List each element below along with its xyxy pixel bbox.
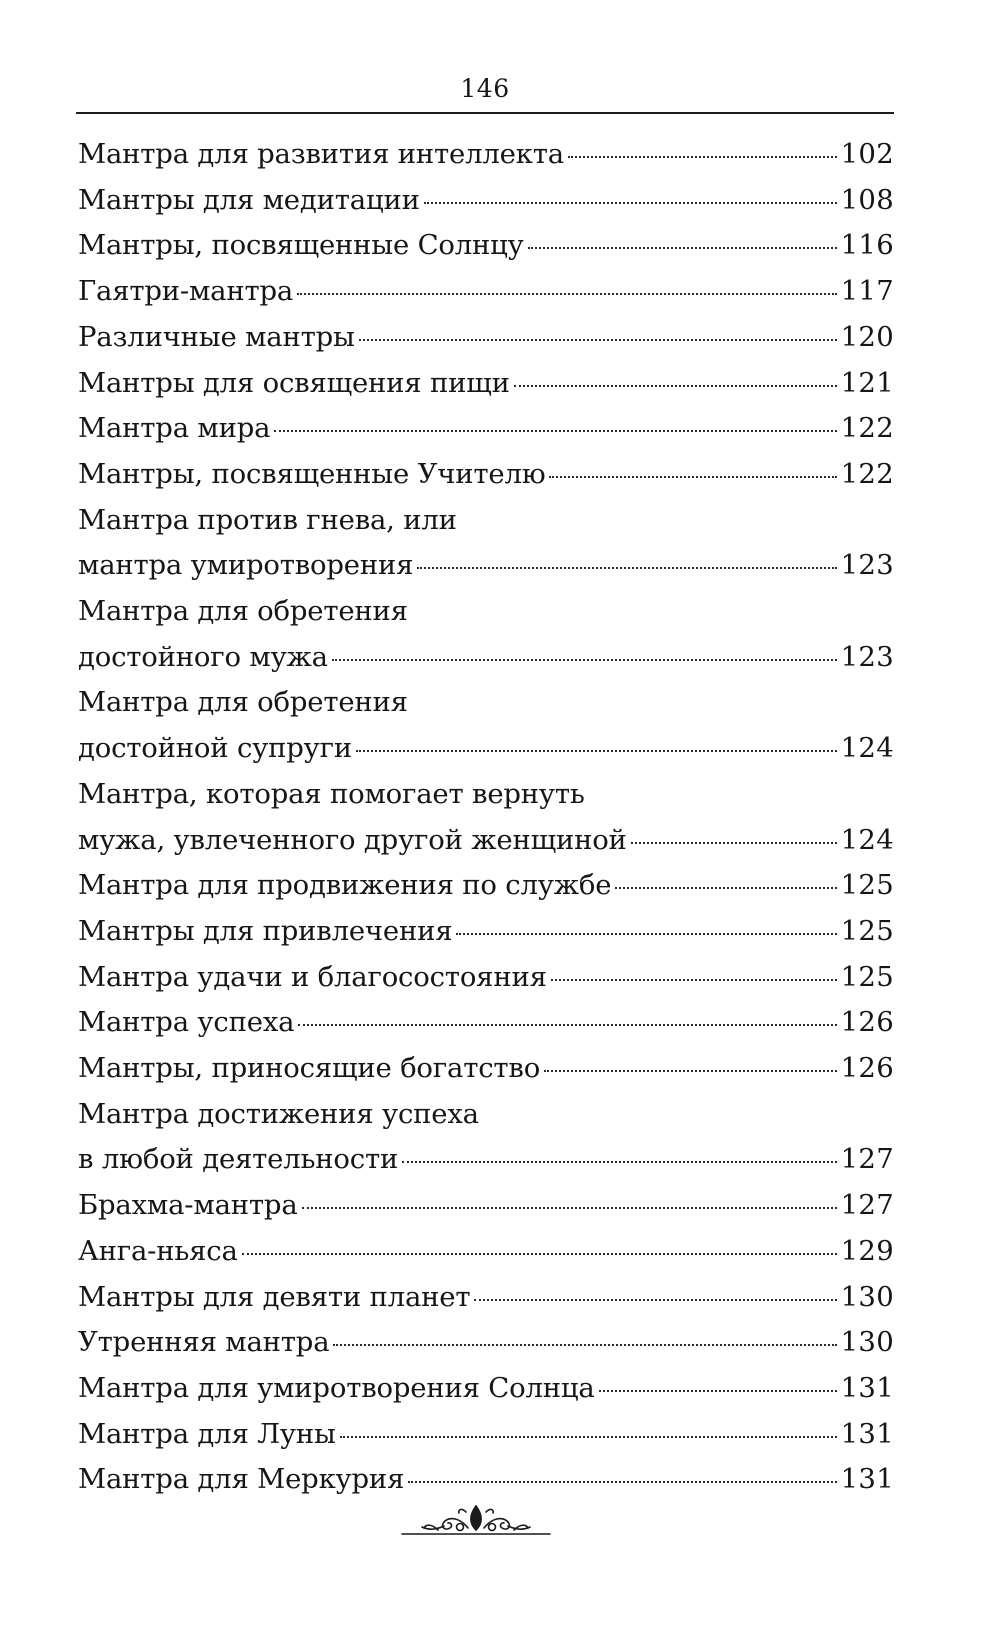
toc-entry — [78, 1229, 894, 1275]
dot-leader — [599, 1390, 837, 1392]
toc-entry — [78, 406, 894, 452]
page-number: 146 — [460, 74, 510, 103]
toc-entry-title: Мантры, приносящие богатство — [78, 1052, 541, 1085]
dot-leader — [544, 1070, 837, 1072]
toc-entry-title: Брахма-мантра — [78, 1189, 298, 1222]
toc-entry-line — [78, 361, 894, 407]
toc-entry-page-number: 126 — [840, 1006, 894, 1039]
toc-entry — [78, 1000, 894, 1046]
toc-entry-title: мантра умиротворения — [78, 549, 414, 582]
toc-entry-title-line: Мантра достижения успеха — [78, 1097, 479, 1130]
toc-entry-title: Мантра для Луны — [78, 1417, 336, 1450]
header-rule — [76, 112, 894, 114]
toc-entry-page-number: 120 — [840, 320, 894, 353]
dot-leader — [514, 385, 837, 387]
toc-entry-line — [78, 178, 894, 224]
toc-entry-page-number: 123 — [840, 640, 894, 673]
toc-entry — [78, 315, 894, 361]
toc-entry-page-number: 130 — [840, 1326, 894, 1359]
toc-entry-title: Мантры для девяти планет — [78, 1280, 471, 1313]
toc-entry-title-line: Мантра против гнева, или — [78, 503, 457, 536]
toc-entry-line — [78, 1183, 894, 1229]
toc-entry — [78, 1320, 894, 1366]
toc-entry — [78, 132, 894, 178]
toc-entry — [78, 223, 894, 269]
toc-entry-line — [78, 1137, 894, 1183]
dot-leader — [242, 1253, 837, 1255]
toc-entry — [78, 1046, 894, 1092]
toc-entry-line — [78, 726, 894, 772]
toc-entry-title: Мантра для продвижения по службе — [78, 869, 612, 902]
toc-entry-line — [78, 269, 894, 315]
toc-entry-page-number: 125 — [840, 914, 894, 947]
toc-entry-line — [78, 543, 894, 589]
dot-leader — [528, 247, 837, 249]
toc-entry-line — [78, 1366, 894, 1412]
toc-entry-page-number: 130 — [840, 1280, 894, 1313]
dot-leader — [302, 1207, 837, 1209]
toc-entry-title: Мантра для умиротворения Солнца — [78, 1371, 595, 1404]
toc-entry-line — [78, 452, 894, 498]
toc-entry-title: Гаятри-мантра — [78, 275, 294, 308]
toc-entry-title: Мантры для медитации — [78, 183, 420, 216]
dot-leader — [297, 293, 836, 295]
dot-leader — [274, 430, 836, 432]
dot-leader — [549, 476, 836, 478]
toc-entry-title: Мантра успеха — [78, 1006, 295, 1039]
toc-entry-page-number: 116 — [840, 229, 894, 262]
toc-entry-page-number: 124 — [840, 732, 894, 765]
toc-entry-line — [78, 223, 894, 269]
toc-entry — [78, 955, 894, 1001]
toc-entry — [78, 178, 894, 224]
dot-leader — [615, 887, 836, 889]
toc-entry-line — [78, 1000, 894, 1046]
toc-entry-page-number: 125 — [840, 869, 894, 902]
toc-entry — [78, 452, 894, 498]
dot-leader — [333, 1344, 836, 1346]
toc-entry-page-number: 131 — [840, 1463, 894, 1496]
toc-entry-title-line: Мантра для обретения — [78, 595, 408, 628]
toc-entry-line — [78, 1320, 894, 1366]
toc-entry-page-number: 108 — [840, 183, 894, 216]
toc-entry-title: Мантры для привлечения — [78, 914, 453, 947]
toc-entry-page-number: 122 — [840, 412, 894, 445]
toc-entry — [78, 589, 894, 680]
dot-leader — [631, 842, 837, 844]
toc-entry-title: Мантры, посвященные Учителю — [78, 457, 546, 490]
toc-entry — [78, 1183, 894, 1229]
toc-entry-page-number: 117 — [840, 275, 894, 308]
toc-entry-title-line: Мантра, которая помогает вернуть — [78, 777, 585, 810]
dot-leader — [417, 567, 836, 569]
toc-entry-page-number: 121 — [840, 366, 894, 399]
dot-leader — [340, 1436, 837, 1438]
toc-entry-title: Различные мантры — [78, 320, 355, 353]
toc-entry — [78, 1092, 894, 1183]
toc-entry-line — [78, 1412, 894, 1458]
toc-entry-page-number: 122 — [840, 457, 894, 490]
toc-entry-line — [78, 315, 894, 361]
toc-entry — [78, 269, 894, 315]
toc-entry-line — [78, 406, 894, 452]
toc-entry-line — [78, 1275, 894, 1321]
toc-entry-line — [78, 1457, 894, 1503]
toc-entry-line — [78, 909, 894, 955]
toc-entry — [78, 1457, 894, 1503]
toc-entry-title: в любой деятельности — [78, 1143, 399, 1176]
toc-entry-title: Мантра мира — [78, 412, 271, 445]
toc-entry — [78, 1275, 894, 1321]
toc-entry-page-number: 127 — [840, 1189, 894, 1222]
dot-leader — [568, 156, 837, 158]
toc-entry-page-number: 131 — [840, 1417, 894, 1450]
toc-entry-page-number: 124 — [840, 823, 894, 856]
toc-entry-title: достойной супруги — [78, 732, 352, 765]
dot-leader — [402, 1161, 836, 1163]
dot-leader — [408, 1481, 836, 1483]
toc-entry-line — [78, 955, 894, 1001]
toc-entry — [78, 1412, 894, 1458]
toc-entry-page-number: 123 — [840, 549, 894, 582]
toc-entry — [78, 909, 894, 955]
table-of-contents — [78, 132, 894, 1503]
toc-entry-page-number: 129 — [840, 1234, 894, 1267]
toc-entry-title: Анга-ньяса — [78, 1234, 238, 1267]
toc-entry-line — [78, 132, 894, 178]
dot-leader — [356, 750, 837, 752]
dot-leader — [551, 979, 837, 981]
toc-entry-page-number: 126 — [840, 1052, 894, 1085]
dot-leader — [359, 339, 837, 341]
toc-entry — [78, 772, 894, 863]
toc-entry-page-number: 127 — [840, 1143, 894, 1176]
toc-entry-page-number: 125 — [840, 960, 894, 993]
toc-entry-title: достойного мужа — [78, 640, 328, 673]
toc-entry-line — [78, 1229, 894, 1275]
toc-entry-title: Утренняя мантра — [78, 1326, 330, 1359]
dot-leader — [424, 202, 837, 204]
dot-leader — [298, 1024, 836, 1026]
toc-entry-title: Мантра для Меркурия — [78, 1463, 405, 1496]
dot-leader — [474, 1299, 836, 1301]
toc-entry-title: Мантры для освящения пищи — [78, 366, 510, 399]
toc-entry-page-number: 131 — [840, 1371, 894, 1404]
toc-entry-title-line: Мантра для обретения — [78, 686, 408, 719]
toc-entry-line — [78, 1046, 894, 1092]
toc-entry-title: мужа, увлеченного другой женщиной — [78, 823, 627, 856]
toc-entry — [78, 863, 894, 909]
toc-entry-title: Мантры, посвященные Солнцу — [78, 229, 524, 262]
toc-entry — [78, 680, 894, 771]
dot-leader — [456, 933, 836, 935]
toc-entry — [78, 361, 894, 407]
toc-entry-line — [78, 818, 894, 864]
toc-entry-line — [78, 863, 894, 909]
flourish-ornament-icon — [398, 1500, 554, 1540]
toc-entry-title: Мантра удачи и благосостояния — [78, 960, 547, 993]
toc-entry-page-number: 102 — [840, 138, 894, 170]
dot-leader — [332, 659, 837, 661]
toc-entry — [78, 1366, 894, 1412]
toc-entry-line — [78, 635, 894, 681]
toc-entry — [78, 498, 894, 589]
toc-entry-title: Мантра для развития интеллекта — [78, 138, 564, 170]
